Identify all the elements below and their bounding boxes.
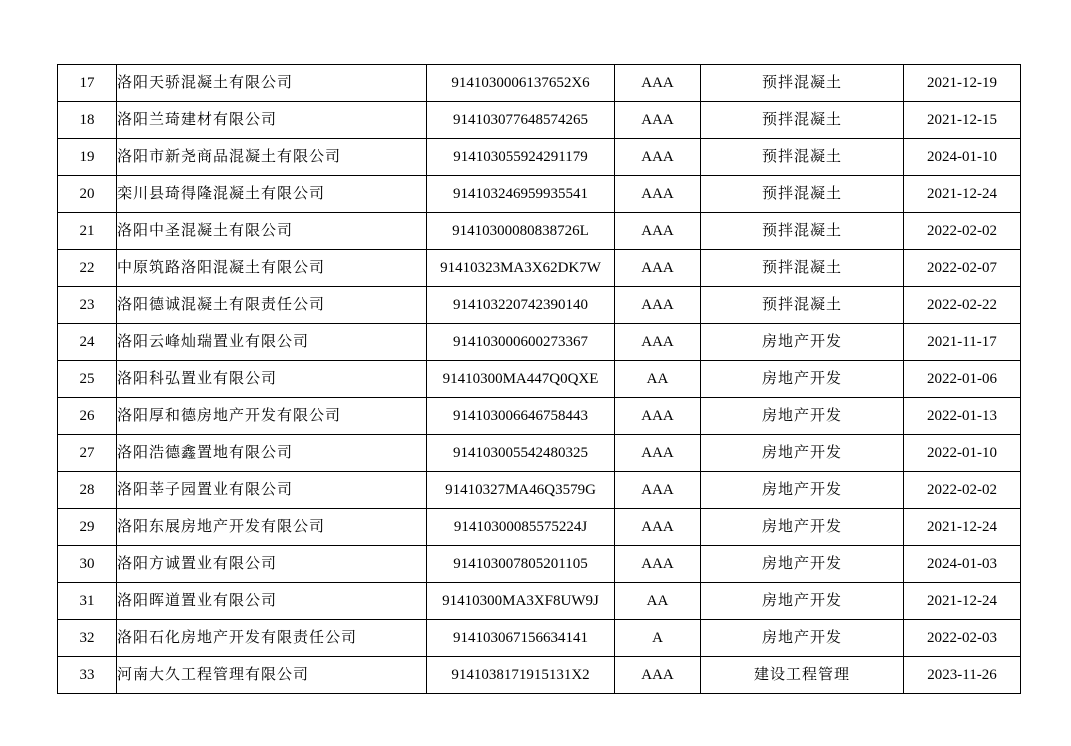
category-cell: 预拌混凝土: [701, 65, 904, 102]
credit-code-cell: 914103006646758443: [427, 398, 615, 435]
category-cell: 房地产开发: [701, 435, 904, 472]
table-row: [58, 176, 1021, 213]
credit-code-cell: 914103067156634141: [427, 620, 615, 657]
company-name-cell: 中原筑路洛阳混凝土有限公司: [117, 250, 427, 287]
table-row: [58, 435, 1021, 472]
date-cell: 2022-02-22: [904, 287, 1021, 324]
credit-code-cell: 91410300MA3XF8UW9J: [427, 583, 615, 620]
row-number-cell: 25: [58, 361, 117, 398]
company-name-cell: 洛阳厚和德房地产开发有限公司: [117, 398, 427, 435]
company-name-cell: 洛阳市新尧商品混凝土有限公司: [117, 139, 427, 176]
table-row: [58, 361, 1021, 398]
rating-cell: AAA: [615, 287, 701, 324]
category-cell: 房地产开发: [701, 546, 904, 583]
date-cell: 2021-12-24: [904, 583, 1021, 620]
row-number-cell: 24: [58, 324, 117, 361]
row-number-cell: 29: [58, 509, 117, 546]
row-number-cell: 30: [58, 546, 117, 583]
date-cell: 2021-12-24: [904, 176, 1021, 213]
date-cell: 2021-11-17: [904, 324, 1021, 361]
date-cell: 2021-12-19: [904, 65, 1021, 102]
rating-cell: AA: [615, 361, 701, 398]
rating-cell: AAA: [615, 176, 701, 213]
category-cell: 房地产开发: [701, 361, 904, 398]
date-cell: 2021-12-24: [904, 509, 1021, 546]
company-name-cell: 洛阳云峰灿瑞置业有限公司: [117, 324, 427, 361]
credit-code-cell: 914103246959935541: [427, 176, 615, 213]
rating-cell: AAA: [615, 102, 701, 139]
table-row: [58, 657, 1021, 694]
row-number-cell: 23: [58, 287, 117, 324]
rating-cell: A: [615, 620, 701, 657]
category-cell: 房地产开发: [701, 583, 904, 620]
category-cell: 房地产开发: [701, 398, 904, 435]
row-number-cell: 22: [58, 250, 117, 287]
category-cell: 预拌混凝土: [701, 176, 904, 213]
row-number-cell: 18: [58, 102, 117, 139]
rating-cell: AAA: [615, 139, 701, 176]
table-row: [58, 583, 1021, 620]
row-number-cell: 31: [58, 583, 117, 620]
row-number-cell: 26: [58, 398, 117, 435]
row-number-cell: 17: [58, 65, 117, 102]
company-name-cell: 河南大久工程管理有限公司: [117, 657, 427, 694]
company-name-cell: 栾川县琦得隆混凝土有限公司: [117, 176, 427, 213]
date-cell: 2022-01-13: [904, 398, 1021, 435]
row-number-cell: 32: [58, 620, 117, 657]
table-row: [58, 65, 1021, 102]
row-number-cell: 28: [58, 472, 117, 509]
credit-code-cell: 914103005542480325: [427, 435, 615, 472]
rating-cell: AAA: [615, 324, 701, 361]
credit-code-cell: 9141030006137652X6: [427, 65, 615, 102]
date-cell: 2022-02-02: [904, 472, 1021, 509]
date-cell: 2022-02-03: [904, 620, 1021, 657]
company-name-cell: 洛阳德诚混凝土有限责任公司: [117, 287, 427, 324]
table-row: [58, 102, 1021, 139]
date-cell: 2022-01-06: [904, 361, 1021, 398]
row-number-cell: 19: [58, 139, 117, 176]
category-cell: 预拌混凝土: [701, 213, 904, 250]
credit-code-cell: 914103000600273367: [427, 324, 615, 361]
category-cell: 预拌混凝土: [701, 102, 904, 139]
category-cell: 预拌混凝土: [701, 287, 904, 324]
company-name-cell: 洛阳浩德鑫置地有限公司: [117, 435, 427, 472]
date-cell: 2024-01-10: [904, 139, 1021, 176]
category-cell: 预拌混凝土: [701, 250, 904, 287]
credit-code-cell: 914103077648574265: [427, 102, 615, 139]
credit-code-cell: 91410327MA46Q3579G: [427, 472, 615, 509]
table-body: [58, 65, 1021, 694]
table-row: [58, 472, 1021, 509]
table-row: [58, 250, 1021, 287]
rating-cell: AAA: [615, 213, 701, 250]
company-name-cell: 洛阳兰琦建材有限公司: [117, 102, 427, 139]
company-name-cell: 洛阳晖道置业有限公司: [117, 583, 427, 620]
date-cell: 2023-11-26: [904, 657, 1021, 694]
rating-cell: AAA: [615, 65, 701, 102]
company-name-cell: 洛阳方诚置业有限公司: [117, 546, 427, 583]
category-cell: 房地产开发: [701, 509, 904, 546]
rating-cell: AAA: [615, 472, 701, 509]
table-row: [58, 620, 1021, 657]
date-cell: 2021-12-15: [904, 102, 1021, 139]
date-cell: 2022-02-07: [904, 250, 1021, 287]
row-number-cell: 21: [58, 213, 117, 250]
rating-cell: AAA: [615, 398, 701, 435]
company-name-cell: 洛阳莘子园置业有限公司: [117, 472, 427, 509]
credit-code-cell: 91410300MA447Q0QXE: [427, 361, 615, 398]
company-name-cell: 洛阳东展房地产开发有限公司: [117, 509, 427, 546]
row-number-cell: 27: [58, 435, 117, 472]
category-cell: 房地产开发: [701, 620, 904, 657]
table-row: [58, 287, 1021, 324]
date-cell: 2022-02-02: [904, 213, 1021, 250]
credit-code-cell: 914103055924291179: [427, 139, 615, 176]
category-cell: 房地产开发: [701, 472, 904, 509]
credit-code-cell: 914103007805201105: [427, 546, 615, 583]
rating-cell: AAA: [615, 546, 701, 583]
table-row: [58, 139, 1021, 176]
company-name-cell: 洛阳科弘置业有限公司: [117, 361, 427, 398]
table-row: [58, 213, 1021, 250]
date-cell: 2022-01-10: [904, 435, 1021, 472]
category-cell: 预拌混凝土: [701, 139, 904, 176]
category-cell: 房地产开发: [701, 324, 904, 361]
company-name-cell: 洛阳中圣混凝土有限公司: [117, 213, 427, 250]
rating-cell: AAA: [615, 509, 701, 546]
rating-cell: AAA: [615, 657, 701, 694]
date-cell: 2024-01-03: [904, 546, 1021, 583]
row-number-cell: 20: [58, 176, 117, 213]
table-row: [58, 398, 1021, 435]
credit-code-cell: 914103220742390140: [427, 287, 615, 324]
credit-code-cell: 9141038171915131X2: [427, 657, 615, 694]
rating-cell: AAA: [615, 250, 701, 287]
rating-cell: AAA: [615, 435, 701, 472]
rating-cell: AA: [615, 583, 701, 620]
credit-rating-table: [57, 64, 1021, 694]
credit-code-cell: 91410300085575224J: [427, 509, 615, 546]
category-cell: 建设工程管理: [701, 657, 904, 694]
credit-code-cell: 91410300080838726L: [427, 213, 615, 250]
company-name-cell: 洛阳天骄混凝土有限公司: [117, 65, 427, 102]
row-number-cell: 33: [58, 657, 117, 694]
table-row: [58, 324, 1021, 361]
table-row: [58, 546, 1021, 583]
table-row: [58, 509, 1021, 546]
company-name-cell: 洛阳石化房地产开发有限责任公司: [117, 620, 427, 657]
credit-code-cell: 91410323MA3X62DK7W: [427, 250, 615, 287]
